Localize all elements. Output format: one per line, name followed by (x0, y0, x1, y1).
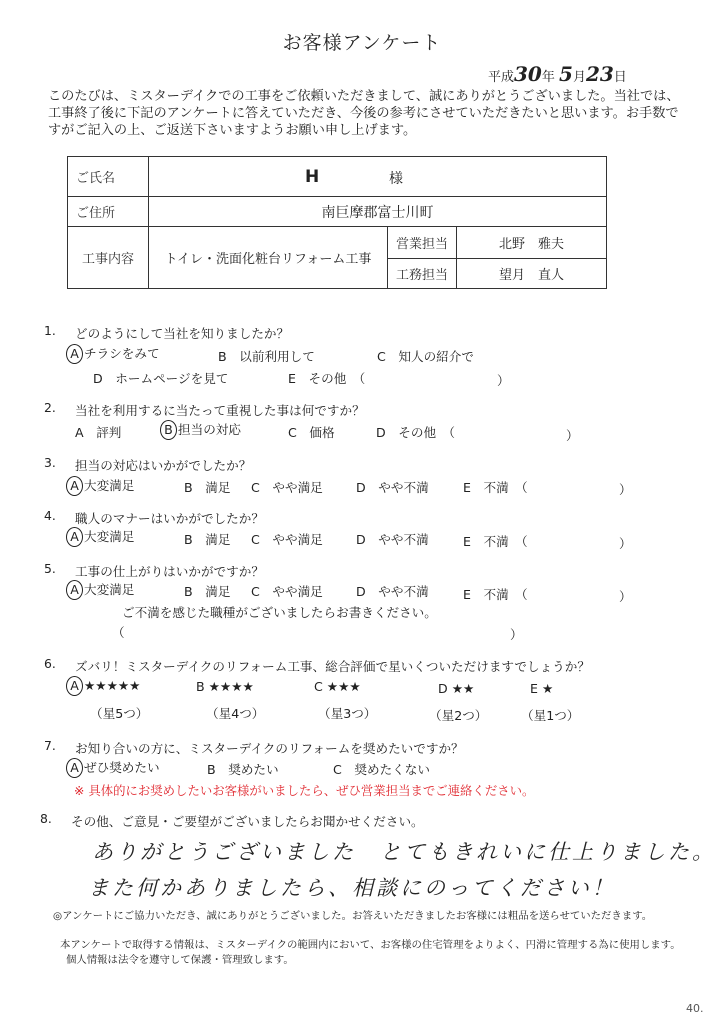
q3-option-d: D やや不満 (356, 480, 429, 495)
engineer-value: 望月 直人 (457, 259, 607, 289)
q8-text: その他、ご意見・ご要望がございましたらお聞かせください。 (71, 814, 424, 829)
q4-option-d: D やや不満 (356, 532, 429, 547)
date-era: 平成 (488, 70, 515, 85)
q2-option-b-text: 担当の対応 (178, 422, 241, 437)
q5-option-a (66, 579, 134, 600)
q3-close-paren: ） (619, 482, 632, 497)
q7-option-a (66, 757, 160, 778)
selected-circle: A (66, 758, 83, 778)
q1-text: どのようにして当社を知りましたか？ (75, 326, 290, 341)
q6-option-e-sub: （星1つ） (521, 708, 580, 723)
date-year: 30 (514, 62, 542, 86)
q3-text: 担当の対応はいかがでしたか？ (75, 458, 252, 473)
selected-circle: A (66, 580, 83, 600)
footer-thanks: ◎アンケートにご協力いただき、誠にありがとうございました。お答えいただきましたお客様には粗品を送らせていただきます。 (53, 910, 653, 922)
page-mark: 40. (686, 1002, 704, 1015)
selected-circle: A (66, 676, 83, 696)
work-label: 工事内容 (68, 227, 149, 289)
selected-circle: A (66, 527, 83, 547)
q6-number: 6. (44, 656, 56, 671)
work-value: トイレ・洗面化粧台リフォーム工事 (149, 227, 388, 289)
q2-option-b (160, 419, 241, 440)
q3-number: 3. (44, 455, 56, 470)
q5-close-paren-2: ） (510, 627, 523, 642)
name-label: ご氏名 (68, 157, 149, 197)
name-value: H (305, 167, 320, 187)
q4-option-e: E 不満 （ (463, 534, 528, 549)
footer-privacy-2: 個人情報は法令を遵守して保護・管理致します。 (66, 954, 294, 966)
sales-value: 北野 雅夫 (457, 227, 607, 259)
sales-label: 営業担当 (388, 227, 457, 259)
q7-option-a-text: ぜひ奨めたい (84, 760, 160, 775)
q8-handwritten-line-1: ありがとうございました とてもきれいに仕上りました。 (92, 840, 716, 864)
q5-number: 5. (44, 561, 56, 576)
q7-option-c: C 奨めたくない (333, 762, 430, 777)
q3-option-b: B 満足 (184, 480, 231, 495)
q2-close-paren: ） (566, 428, 579, 443)
q4-text: 職人のマナーはいかがでしたか？ (75, 511, 264, 526)
q1-option-a-text: チラシをみて (84, 346, 160, 361)
date-month-unit: 月 (572, 70, 586, 85)
q6-option-a-stars: ★★★★★ (84, 678, 141, 693)
address-label: ご住所 (68, 197, 149, 227)
q1-close-paren: ） (497, 373, 510, 388)
q1-option-e: E その他 （ (288, 371, 366, 386)
page-title: お客様アンケート (282, 32, 442, 54)
q7-note: ※ 具体的にお奨めしたいお客様がいましたら、ぜひ営業担当までご連絡ください。 (74, 783, 535, 798)
q8-number: 8. (40, 811, 52, 826)
selected-circle: A (66, 476, 83, 496)
q4-close-paren: ） (619, 536, 632, 551)
q2-number: 2. (44, 400, 56, 415)
date-year-unit: 年 (541, 70, 555, 85)
q3-option-a-text: 大変満足 (84, 478, 135, 493)
footer-privacy-1: 本アンケートで取得する情報は、ミスターデイクの範囲内において、お客様の住宅管理をよりよく、円滑に管理する為に使用します。 (60, 939, 681, 951)
q5-sub-text: ご不満を感じた職種がございましたらお書きください。 (122, 605, 437, 620)
name-cell (149, 157, 607, 197)
q6-option-b-sub: （星4つ） (206, 706, 265, 721)
q6-option-c-sub: （星3つ） (318, 706, 377, 721)
q3-option-a (66, 475, 134, 496)
q2-option-a: A 評判 (75, 425, 122, 440)
survey-date (488, 62, 627, 86)
q2-option-c: C 価格 (288, 425, 335, 440)
q3-option-e: E 不満 （ (463, 480, 528, 495)
q5-text: 工事の仕上がりはいかがですか？ (75, 564, 264, 579)
q4-option-a-text: 大変満足 (84, 529, 135, 544)
q6-option-a (66, 676, 140, 696)
q5-option-b: B 満足 (184, 584, 231, 599)
q4-option-c: C やや満足 (251, 532, 323, 547)
q3-option-c: C やや満足 (251, 480, 323, 495)
q5-option-e: E 不満 （ (463, 587, 528, 602)
date-day-unit: 日 (613, 70, 627, 85)
q6-option-a-sub: （星5つ） (90, 706, 149, 721)
selected-circle: A (66, 344, 83, 364)
q4-option-a (66, 526, 134, 547)
q1-option-d: D ホームページを見て (93, 371, 229, 386)
selected-circle: B (160, 420, 177, 440)
q6-text: ズバリ！ミスターデイクのリフォーム工事、総合評価で星いくついただけますでしょうか？ (75, 659, 590, 674)
date-day: 23 (585, 62, 614, 86)
q6-option-b: B ★★★★ (196, 679, 254, 694)
q2-option-d: D その他 （ (376, 425, 455, 440)
q5-close-paren: ） (619, 589, 632, 604)
q4-option-b: B 満足 (184, 532, 231, 547)
q5-option-a-text: 大変満足 (84, 582, 135, 597)
engineer-label: 工務担当 (388, 259, 457, 289)
name-suffix: 様 (389, 171, 403, 187)
q6-option-d-sub: （星2つ） (429, 708, 488, 723)
q1-option-a (66, 343, 160, 364)
q4-number: 4. (44, 508, 56, 523)
q6-option-e: E ★ (530, 681, 554, 696)
q1-option-b: B 以前利用して (218, 349, 315, 364)
q1-option-c: C 知人の紹介で (377, 349, 474, 364)
customer-info-table (67, 156, 607, 289)
q6-option-d: D ★★ (438, 681, 475, 696)
q5-option-c: C やや満足 (251, 584, 323, 599)
intro-text: このたびは、ミスターデイクでの工事をご依頼いただきまして、誠にありがとうございました。当社では、工事終了後に下記のアンケートに答えていただき、今後の参考にさせていただきたいと思います。お手数ですがご記入の上、ご返送下さいますようお願い申し上げます。 (48, 89, 680, 138)
q7-text: お知り合いの方に、ミスターデイクのリフォームを奨めたいですか？ (75, 741, 464, 756)
q8-handwritten-line-2: また何かありましたら、相談にのってください！ (88, 876, 616, 900)
q5-option-d: D やや不満 (356, 584, 429, 599)
date-month: 5 (559, 62, 573, 86)
q7-number: 7. (44, 738, 56, 753)
q6-option-c: C ★★★ (314, 679, 361, 694)
q7-option-b: B 奨めたい (207, 762, 279, 777)
q2-text: 当社を利用するに当たって重視した事は何ですか？ (75, 403, 365, 418)
q5-open-paren: （ (112, 625, 125, 640)
q1-number: 1. (44, 323, 56, 338)
address-value: 南巨摩郡富士川町 (149, 197, 607, 227)
